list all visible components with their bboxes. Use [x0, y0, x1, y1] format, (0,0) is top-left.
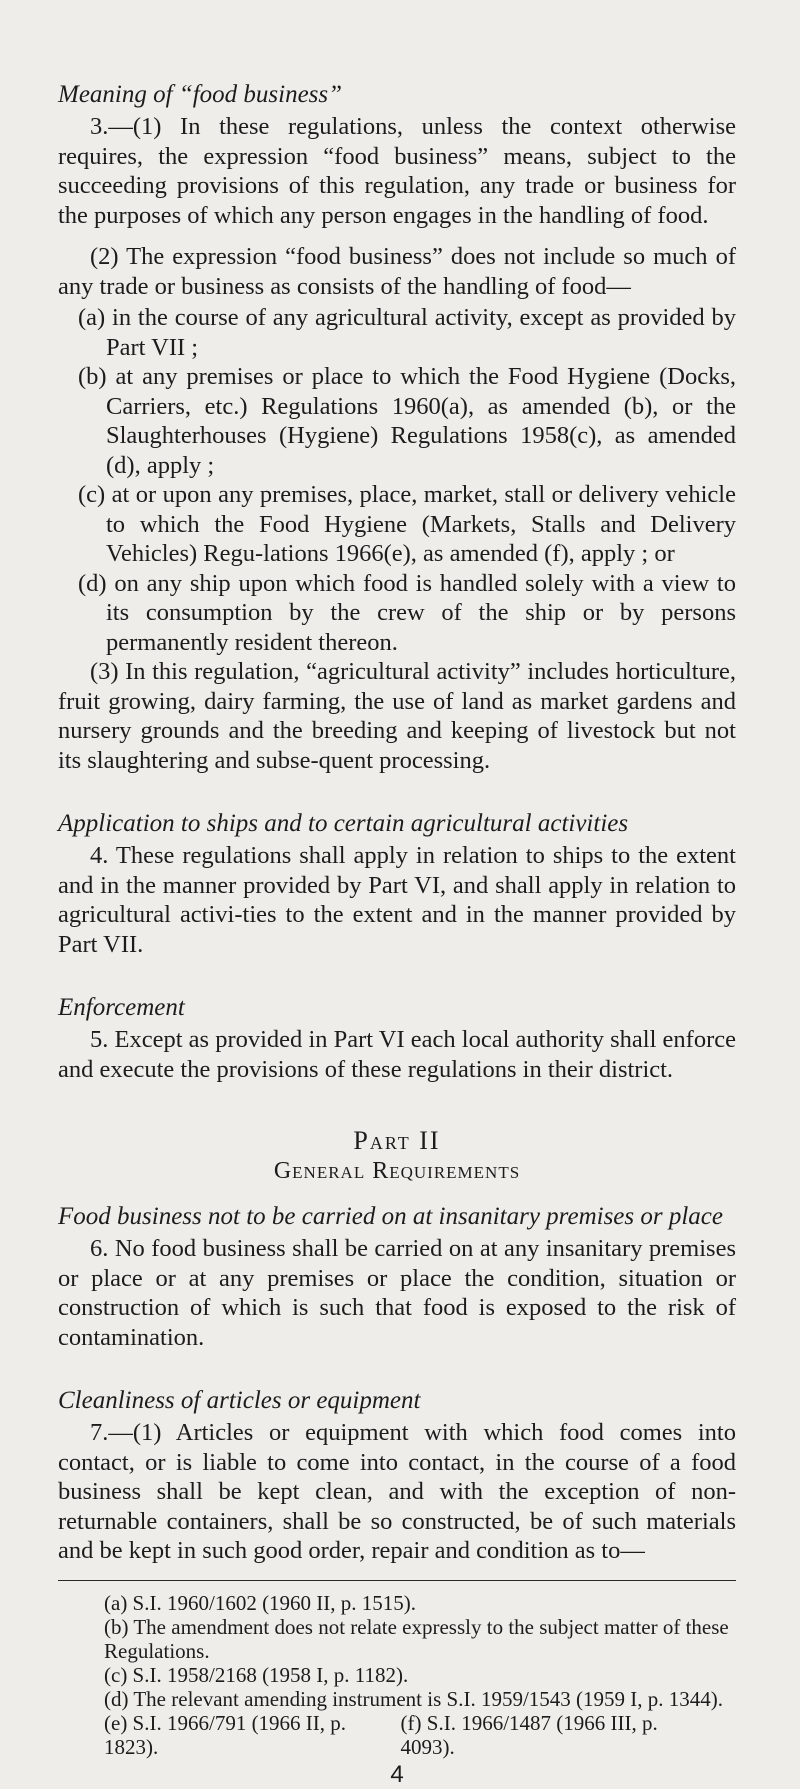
footnote-divider [58, 1580, 736, 1581]
section-3-3-text: (3) In this regulation, “agricultural activity” includes horticulture, fruit growing, dairy farming, the use of land as market gardens and nursery grounds and the breeding and keeping of livestock but not its slaughtering and subse-quent processing. [58, 658, 736, 774]
section-3-heading: Meaning of “food business” [58, 81, 343, 108]
section-4-heading: Application to ships and to certain agricultural activities [58, 810, 629, 837]
section-3-2-text: (2) The expression “food business” does not include so much of any trade or business as consists of the handling of food— [58, 243, 736, 300]
footnote-c: (c) S.I. 1958/2168 (1958 I, p. 1182). [104, 1662, 409, 1687]
footnote-f: (f) S.I. 1966/1487 (1966 III, p. 4093). [400, 1710, 658, 1759]
section-3-2-list [58, 303, 736, 657]
section-4-text: 4. These regulations shall apply in relation to ships to the extent and in the manner provided by Part VI, and shall apply in relation to agricultural activi-ties to the extent and in the manner provided by Part VII. [58, 842, 736, 958]
list-item: (d) on any ship upon which food is handled solely with a view to its consumption by the crew of the ship or by persons permanently resident thereon. [78, 569, 736, 656]
section-6-heading: Food business not to be carried on at insanitary premises or place [58, 1203, 723, 1230]
list-item: (b) at any premises or place to which the Food Hygiene (Docks, Carriers, etc.) Regulations 1960(a), as amended (b), or the Slaughterhouses (Hygiene) Regulations 1958(c), as amended (d), apply ; [78, 363, 736, 479]
section-5-text: 5. Except as provided in Part VI each local authority shall enforce and execute the provisions of these regulations in their district. [58, 1026, 736, 1083]
footnote-b: (b) The amendment does not relate expressly to the subject matter of these Regulations. [104, 1614, 729, 1663]
section-6-text: 6. No food business shall be carried on at any insanitary premises or place or at any premises or place the condition, situation or construction of which is such that food is exposed to the risk of contamination. [58, 1235, 736, 1351]
list-item: (a) in the course of any agricultural activity, except as provided by Part VII ; [78, 304, 736, 361]
part-title: Part II [353, 1126, 441, 1155]
section-7-heading: Cleanliness of articles or equipment [58, 1387, 421, 1414]
footnote-row-e-f [58, 1711, 736, 1759]
footnote-a: (a) S.I. 1960/1602 (1960 II, p. 1515). [104, 1590, 417, 1615]
footnote-e: (e) S.I. 1966/791 (1966 II, p. 1823). [104, 1710, 347, 1759]
list-item: (c) at or upon any premises, place, market, stall or delivery vehicle to which the Food Hygiene (Markets, Stalls and Delivery Vehicles) Regu-lations 1966(e), as amended (f), apply ; or [78, 481, 736, 567]
footnote-d: (d) The relevant amending instrument is S.I. 1959/1543 (1959 I, p. 1344). [104, 1686, 724, 1711]
section-3-1-text: 3.—(1) In these regulations, unless the context otherwise requires, the expression “food business” means, subject to the succeeding provisions of this regulation, any trade or business for the purposes of which any person engages in the handling of food. [58, 113, 736, 229]
section-5-heading: Enforcement [58, 994, 185, 1021]
page-number: 4 [390, 1760, 404, 1788]
part-subtitle: General Requirements [273, 1158, 521, 1184]
section-7-text: 7.—(1) Articles or equipment with which food comes into contact, or is liable to come into contact, in the course of a food business shall be kept clean, and with the exception of non-returnable containers, shall be so constructed, be of such materials and be kept in such good order, repair and condition as to— [58, 1419, 736, 1564]
